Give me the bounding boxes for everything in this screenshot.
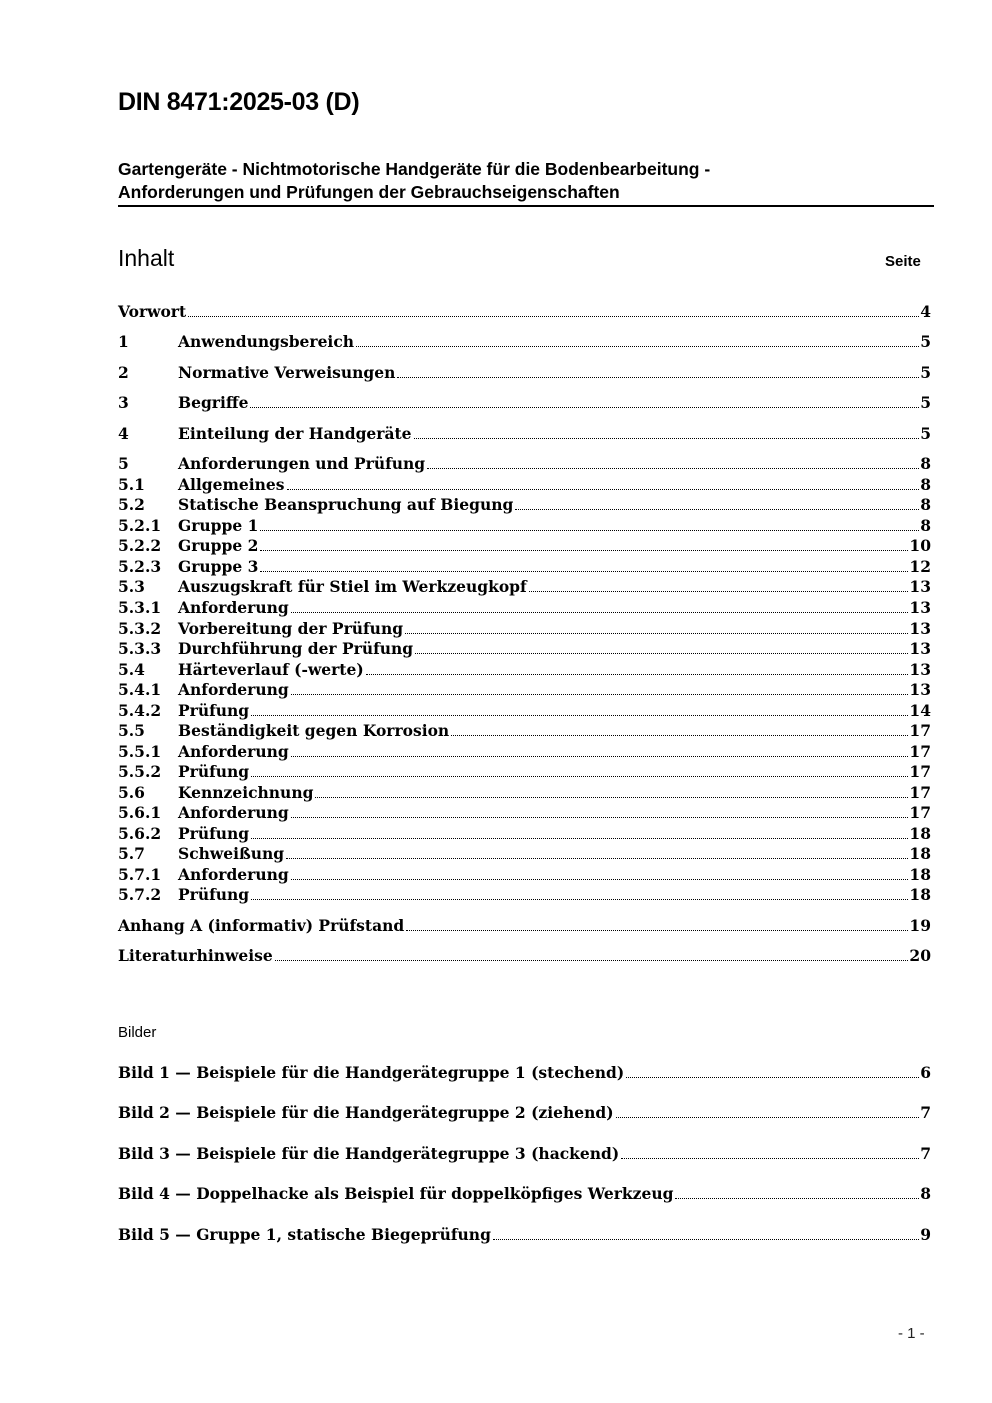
toc-dot-leader bbox=[529, 590, 909, 592]
figure-entry[interactable] bbox=[118, 1063, 931, 1083]
toc-entry-number: 4 bbox=[118, 424, 129, 443]
toc-entry[interactable] bbox=[118, 363, 931, 383]
figure-entry-page: 8 bbox=[920, 1184, 931, 1203]
toc-entry-title: Prüfung bbox=[178, 885, 250, 904]
toc-dot-leader bbox=[260, 529, 919, 531]
figure-entry[interactable] bbox=[118, 1225, 931, 1245]
toc-entry-page: 18 bbox=[909, 844, 931, 863]
toc-dot-leader bbox=[406, 929, 908, 931]
toc-entry-page: 5 bbox=[920, 424, 931, 443]
toc-entry[interactable] bbox=[118, 824, 931, 844]
toc-entry-page: 12 bbox=[909, 557, 931, 576]
toc-entry-number: 5.1 bbox=[118, 475, 145, 494]
toc-entry-page: 5 bbox=[920, 393, 931, 412]
toc-entry-title: Gruppe 2 bbox=[178, 536, 259, 555]
toc-entry-page: 18 bbox=[909, 885, 931, 904]
toc-entry-title: Gruppe 3 bbox=[178, 557, 259, 576]
toc-entry-page: 14 bbox=[909, 701, 931, 720]
toc-entry-title: Anforderung bbox=[178, 598, 289, 617]
toc-entry-number: 5 bbox=[118, 454, 129, 473]
toc-entry[interactable] bbox=[118, 598, 931, 618]
toc-entry[interactable] bbox=[118, 475, 931, 495]
toc-dot-leader bbox=[414, 437, 920, 439]
toc-entry-number: 5.7.2 bbox=[118, 885, 162, 904]
toc-dot-leader bbox=[291, 878, 909, 880]
toc-entry-title: Allgemeines bbox=[178, 475, 285, 494]
toc-entry[interactable] bbox=[118, 742, 931, 762]
toc-entry-page: 13 bbox=[909, 577, 931, 596]
toc-dot-leader bbox=[291, 816, 909, 818]
toc-entry-number: 5.3.2 bbox=[118, 619, 162, 638]
figure-entry[interactable] bbox=[118, 1144, 931, 1164]
toc-entry-number: 5.5.1 bbox=[118, 742, 162, 761]
toc-entry-title: Schweißung bbox=[178, 844, 285, 863]
toc-entry-page: 19 bbox=[909, 916, 931, 935]
toc-entry-title: Gruppe 1 bbox=[178, 516, 259, 535]
toc-entry-page: 8 bbox=[920, 495, 931, 514]
toc-entry-page: 5 bbox=[920, 363, 931, 382]
toc-entry[interactable] bbox=[118, 639, 931, 659]
toc-entry[interactable] bbox=[118, 424, 931, 444]
toc-entry-number: 5.6 bbox=[118, 783, 145, 802]
toc-entry-page: 8 bbox=[920, 454, 931, 473]
toc-entry[interactable] bbox=[118, 557, 931, 577]
toc-entry[interactable] bbox=[118, 680, 931, 700]
toc-entry-number: 2 bbox=[118, 363, 129, 382]
figure-dot-leader bbox=[626, 1076, 919, 1078]
figure-entry[interactable] bbox=[118, 1103, 931, 1123]
toc-entry-number: 5.2 bbox=[118, 495, 145, 514]
toc-entry-title: Vorwort bbox=[118, 302, 187, 321]
toc-entry-number: 5.2.3 bbox=[118, 557, 162, 576]
toc-entry[interactable] bbox=[118, 721, 931, 741]
toc-entry-page: 13 bbox=[909, 660, 931, 679]
toc-entry[interactable] bbox=[118, 844, 931, 864]
toc-entry-title: Vorbereitung der Prüfung bbox=[178, 619, 404, 638]
toc-entry-page: 13 bbox=[909, 619, 931, 638]
toc-entry[interactable] bbox=[118, 701, 931, 721]
toc-entry-page: 17 bbox=[909, 721, 931, 740]
toc-dot-leader bbox=[291, 755, 909, 757]
toc-dot-leader bbox=[397, 376, 919, 378]
toc-entry-number: 5.3 bbox=[118, 577, 145, 596]
toc-entry[interactable] bbox=[118, 783, 931, 803]
toc-entry-title: Einteilung der Handgeräte bbox=[178, 424, 412, 443]
figure-entry-title: Bild 5 — Gruppe 1, statische Biegeprüfung bbox=[118, 1225, 491, 1244]
toc-entry-title: Prüfung bbox=[178, 701, 250, 720]
document-title-line-2: Anforderungen und Prüfungen der Gebrauchseigenschaften bbox=[118, 182, 620, 202]
toc-entry-title: Anwendungsbereich bbox=[178, 332, 355, 351]
toc-dot-leader bbox=[251, 714, 908, 716]
figure-entry-page: 9 bbox=[920, 1225, 931, 1244]
toc-dot-leader bbox=[260, 570, 908, 572]
toc-entry-number: 5.6.1 bbox=[118, 803, 162, 822]
toc-entry-title: Anforderungen und Prüfung bbox=[178, 454, 426, 473]
toc-entry[interactable] bbox=[118, 516, 931, 536]
toc-entry-number: 5.3.3 bbox=[118, 639, 162, 658]
toc-dot-leader bbox=[286, 857, 908, 859]
document-number: DIN 8471:2025-03 (D) bbox=[118, 88, 360, 116]
toc-entry-title: Kennzeichnung bbox=[178, 783, 314, 802]
figure-entry-title: Bild 2 — Beispiele für die Handgerätegruppe 2 (ziehend) bbox=[118, 1103, 614, 1122]
toc-entry-number: 3 bbox=[118, 393, 129, 412]
toc-entry[interactable] bbox=[118, 495, 931, 515]
toc-entry-title: Anforderung bbox=[178, 803, 289, 822]
toc-entry-title: Prüfung bbox=[178, 824, 250, 843]
toc-entry[interactable] bbox=[118, 577, 931, 597]
toc-entry[interactable] bbox=[118, 302, 931, 322]
figure-dot-leader bbox=[616, 1116, 920, 1118]
toc-entry[interactable] bbox=[118, 619, 931, 639]
toc-dot-leader bbox=[251, 775, 908, 777]
toc-entry-title: Anforderung bbox=[178, 865, 289, 884]
toc-entry-page: 5 bbox=[920, 332, 931, 351]
toc-entry-number: 5.2.2 bbox=[118, 536, 162, 555]
toc-entry-page: 17 bbox=[909, 803, 931, 822]
toc-entry-title: Prüfung bbox=[178, 762, 250, 781]
toc-entry-number: 5.7.1 bbox=[118, 865, 162, 884]
figure-entry-page: 6 bbox=[920, 1063, 931, 1082]
toc-dot-leader bbox=[250, 406, 919, 408]
toc-dot-leader bbox=[251, 898, 908, 900]
toc-entry[interactable] bbox=[118, 946, 931, 966]
toc-entry-page: 8 bbox=[920, 516, 931, 535]
toc-entry[interactable] bbox=[118, 916, 931, 936]
toc-entry[interactable] bbox=[118, 454, 931, 474]
toc-entry-title: Durchführung der Prüfung bbox=[178, 639, 414, 658]
toc-entry-title: Härteverlauf (-werte) bbox=[178, 660, 364, 679]
toc-entry-number: 5.3.1 bbox=[118, 598, 162, 617]
toc-entry-page: 10 bbox=[909, 536, 931, 555]
document-title-line-1: Gartengeräte - Nichtmotorische Handgeräte für die Bodenbearbeitung - bbox=[118, 159, 711, 179]
footer-page-number: - 1 - bbox=[898, 1325, 925, 1342]
figures-heading: Bilder bbox=[118, 1024, 157, 1041]
toc-entry[interactable] bbox=[118, 762, 931, 782]
toc-entry-number: 5.5.2 bbox=[118, 762, 162, 781]
toc-entry-page: 13 bbox=[909, 639, 931, 658]
toc-entry-number: 1 bbox=[118, 332, 129, 351]
toc-entry-number: 5.7 bbox=[118, 844, 145, 863]
toc-dot-leader bbox=[405, 632, 908, 634]
toc-dot-leader bbox=[275, 959, 909, 961]
toc-entry-page: 18 bbox=[909, 865, 931, 884]
figure-entry-title: Bild 3 — Beispiele für die Handgerätegruppe 3 (hackend) bbox=[118, 1144, 620, 1163]
toc-entry[interactable] bbox=[118, 885, 931, 905]
contents-heading: Inhalt bbox=[118, 245, 175, 271]
document-title bbox=[118, 158, 934, 204]
toc-entry-page: 13 bbox=[909, 680, 931, 699]
toc-dot-leader bbox=[451, 734, 908, 736]
toc-entry[interactable] bbox=[118, 393, 931, 413]
toc-dot-leader bbox=[515, 508, 919, 510]
toc-dot-leader bbox=[291, 611, 909, 613]
figure-dot-leader bbox=[621, 1157, 919, 1159]
toc-dot-leader bbox=[356, 345, 919, 347]
toc-dot-leader bbox=[315, 796, 908, 798]
figure-entry-title: Bild 4 — Doppelhacke als Beispiel für doppelköpfiges Werkzeug bbox=[118, 1184, 674, 1203]
toc-entry-title: Anforderung bbox=[178, 680, 289, 699]
page-column-label: Seite bbox=[885, 253, 921, 270]
toc-entry[interactable] bbox=[118, 865, 931, 885]
toc-entry-number: 5.4 bbox=[118, 660, 145, 679]
toc-entry[interactable] bbox=[118, 332, 931, 352]
toc-dot-leader bbox=[415, 652, 908, 654]
toc-entry-number: 5.2.1 bbox=[118, 516, 162, 535]
toc-entry-title: Literaturhinweise bbox=[118, 946, 273, 965]
figure-entry-title: Bild 1 — Beispiele für die Handgerätegruppe 1 (stechend) bbox=[118, 1063, 625, 1082]
toc-dot-leader bbox=[251, 837, 908, 839]
toc-entry-title: Anforderung bbox=[178, 742, 289, 761]
toc-entry-title: Auszugskraft für Stiel im Werkzeugkopf bbox=[178, 577, 527, 596]
toc-entry-title: Normative Verweisungen bbox=[178, 363, 396, 382]
toc-entry-page: 17 bbox=[909, 762, 931, 781]
toc-entry-page: 20 bbox=[909, 946, 931, 965]
toc-entry[interactable] bbox=[118, 803, 931, 823]
figure-dot-leader bbox=[493, 1238, 919, 1240]
toc-entry-title: Beständigkeit gegen Korrosion bbox=[178, 721, 450, 740]
toc-entry-page: 4 bbox=[920, 302, 931, 321]
toc-dot-leader bbox=[427, 467, 919, 469]
toc-entry-page: 8 bbox=[920, 475, 931, 494]
toc-dot-leader bbox=[287, 488, 920, 490]
toc-dot-leader bbox=[291, 693, 909, 695]
toc-dot-leader bbox=[260, 549, 908, 551]
figure-entry-page: 7 bbox=[920, 1103, 931, 1122]
toc-entry-title: Statische Beanspruchung auf Biegung bbox=[178, 495, 514, 514]
toc-entry-title: Anhang A (informativ) Prüfstand bbox=[118, 916, 405, 935]
toc-entry-page: 13 bbox=[909, 598, 931, 617]
toc-entry-page: 17 bbox=[909, 783, 931, 802]
toc-entry-page: 18 bbox=[909, 824, 931, 843]
toc-dot-leader bbox=[366, 673, 909, 675]
figure-dot-leader bbox=[675, 1197, 919, 1199]
toc-dot-leader bbox=[188, 315, 919, 317]
figure-entry-page: 7 bbox=[920, 1144, 931, 1163]
toc-entry-page: 17 bbox=[909, 742, 931, 761]
toc-entry-number: 5.6.2 bbox=[118, 824, 162, 843]
toc-entry[interactable] bbox=[118, 536, 931, 556]
toc-entry-number: 5.4.2 bbox=[118, 701, 162, 720]
toc-entry-title: Begriffe bbox=[178, 393, 249, 412]
toc-entry-number: 5.5 bbox=[118, 721, 145, 740]
title-divider bbox=[118, 205, 934, 207]
toc-entry-number: 5.4.1 bbox=[118, 680, 162, 699]
figure-entry[interactable] bbox=[118, 1184, 931, 1204]
toc-entry[interactable] bbox=[118, 660, 931, 680]
